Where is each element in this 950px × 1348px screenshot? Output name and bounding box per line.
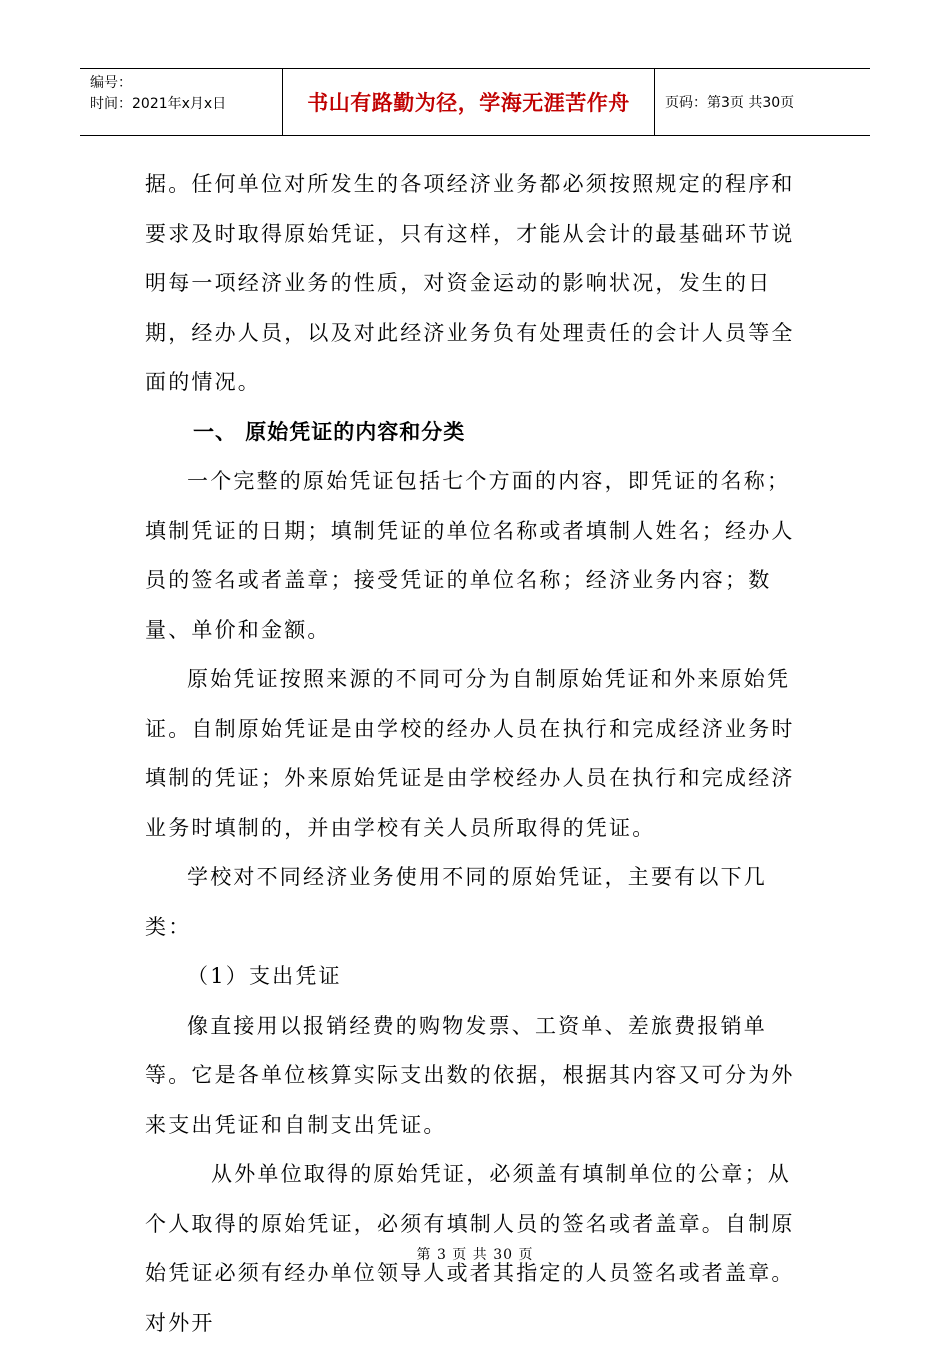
header-meta-cell xyxy=(80,69,283,135)
paragraph-expense-voucher: 像直接用以报销经费的购物发票、工资单、差旅费报销单等。它是各单位核算实际支出数的依据，根据其内容又可分为外来支出凭证和自制支出凭证。 xyxy=(145,1013,795,1137)
header-page-info: 页码：第3页 共30页 xyxy=(665,95,795,111)
paragraph-content: 一个完整的原始凭证包括七个方面的内容，即凭证的名称；填制凭证的日期；填制凭证的单位名称或者填制人姓名；经办人员的签名或者盖章；接受凭证的单位名称；经济业务内容；数量、单价和金额。 xyxy=(145,469,795,642)
page-footer: 第 3 页 共 30 页 xyxy=(416,1247,534,1263)
document-body xyxy=(145,160,810,1348)
paragraph-source: 原始凭证按照来源的不同可分为自制原始凭证和外来原始凭证。自制原始凭证是由学校的经办人员在执行和完成经济业务时填制的凭证；外来原始凭证是由学校经办人员在执行和完成经济业务时填制的，并由学校有关人员所取得的凭证。 xyxy=(145,667,795,840)
subheading-expense-voucher: （1）支出凭证 xyxy=(187,964,342,988)
page-header xyxy=(80,68,870,136)
document-date: 时间：2021年x月x日 xyxy=(90,96,227,112)
header-motto: 书山有路勤为径，学海无涯苦作舟 xyxy=(283,69,655,135)
section-heading: 一、 原始凭证的内容和分类 xyxy=(193,419,466,444)
document-number: 编号： xyxy=(90,75,132,91)
paragraph-continuation: 据。任何单位对所发生的各项经济业务都必须按照规定的程序和要求及时取得原始凭证，只有这样，才能从会计的最基础环节说明每一项经济业务的性质，对资金运动的影响状况，发生的日期，经办人员，以及对此经济业务负有处理责任的会计人员等全面的情况。 xyxy=(145,172,795,394)
paragraph-requirements: 从外单位取得的原始凭证，必须盖有填制单位的公章；从个人取得的原始凭证，必须有填制人员的签名或者盖章。自制原始凭证必须有经办单位领导人或者其指定的人员签名或者盖章。对外开 xyxy=(145,1162,795,1335)
paragraph-types-intro: 学校对不同经济业务使用不同的原始凭证，主要有以下几类： xyxy=(145,865,767,939)
